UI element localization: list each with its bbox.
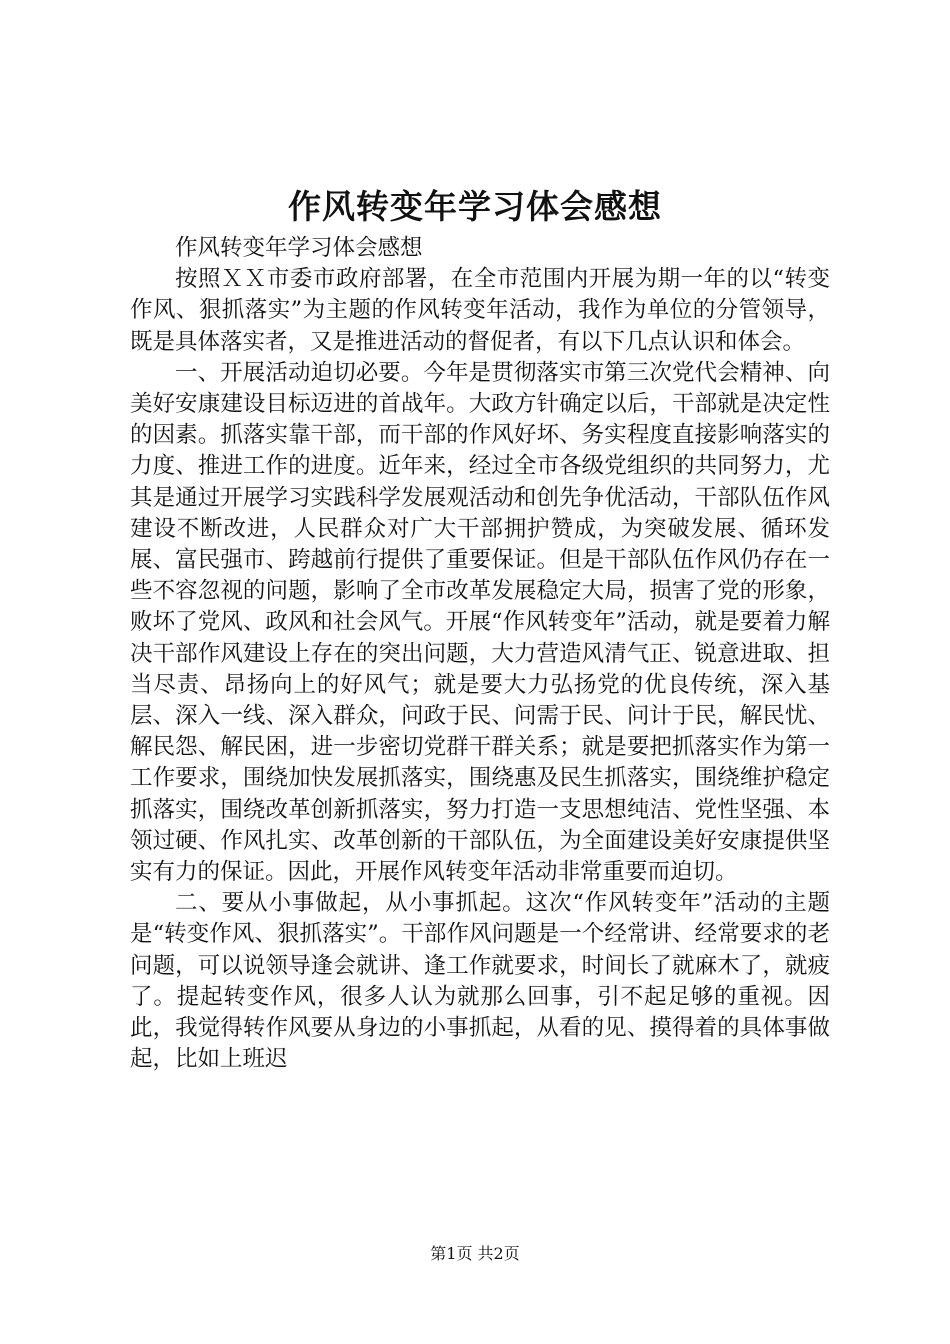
page-number-footer: 第1页 共2页 bbox=[430, 1244, 520, 1263]
paragraph-intro: 按照ＸＸ市委市政府部署，在全市范围内开展为期一年的以“转变作风、狠抓落实”为主题的作风转变年活动，我作为单位的分管领导，既是具体落实者，又是推进活动的督促者，有以下几点认识和体会。 bbox=[130, 266, 830, 355]
document-title: 作风转变年学习体会感想 bbox=[288, 187, 662, 226]
document-body bbox=[130, 233, 830, 1075]
paragraph-point-two: 二、要从小事做起，从小事抓起。这次“作风转变年”活动的主题是“转变作风、狠抓落实”。干部作风问题是一个经常讲、经常要求的老问题，可以说领导逢会就讲、逢工作就要求，时间长了就麻木了，就疲了。提起转变作风，很多人认为就那么回事，引不起足够的重视。因此，我觉得转作风要从身边的小事抓起，从看的见、摸得着的具体事做起，比如上班迟 bbox=[130, 890, 830, 1073]
paragraph-heading: 作风转变年学习体会感想 bbox=[175, 235, 423, 261]
paragraph-point-one: 一、开展活动迫切必要。今年是贯彻落实市第三次党代会精神、向美好安康建设目标迈进的首战年。大政方针确定以后，干部就是决定性的因素。抓落实靠干部，而干部的作风好坏、务实程度直接影响落实的力度、推进工作的进度。近年来，经过全市各级党组织的共同努力，尤其是通过开展学习实践科学发展观活动和创先争优活动，干部队伍作风建设不断改进，人民群众对广大干部拥护赞成，为突破发展、循环发展、富民强市、跨越前行提供了重要保证。但是干部队伍作风仍存在一些不容忽视的问题，影响了全市改革发展稳定大局，损害了党的形象，败坏了党风、政风和社会风气。开展“作风转变年”活动，就是要着力解决干部作风建设上存在的突出问题，大力营造风清气正、锐意进取、担当尽责、昂扬向上的好风气；就是要大力弘扬党的优良传统，深入基层、深入一线、深入群众，问政于民、问需于民、问计于民，解民忧、解民怨、解民困，进一步密切党群干群关系；就是要把抓落实作为第一工作要求，围绕加快发展抓落实，围绕惠及民生抓落实，围绕维护稳定抓落实，围绕改革创新抓落实，努力打造一支思想纯洁、党性坚强、本领过硬、作风扎实、改革创新的干部队伍，为全面建设美好安康提供坚实有力的保证。因此，开展作风转变年活动非常重要而迫切。 bbox=[130, 359, 830, 886]
